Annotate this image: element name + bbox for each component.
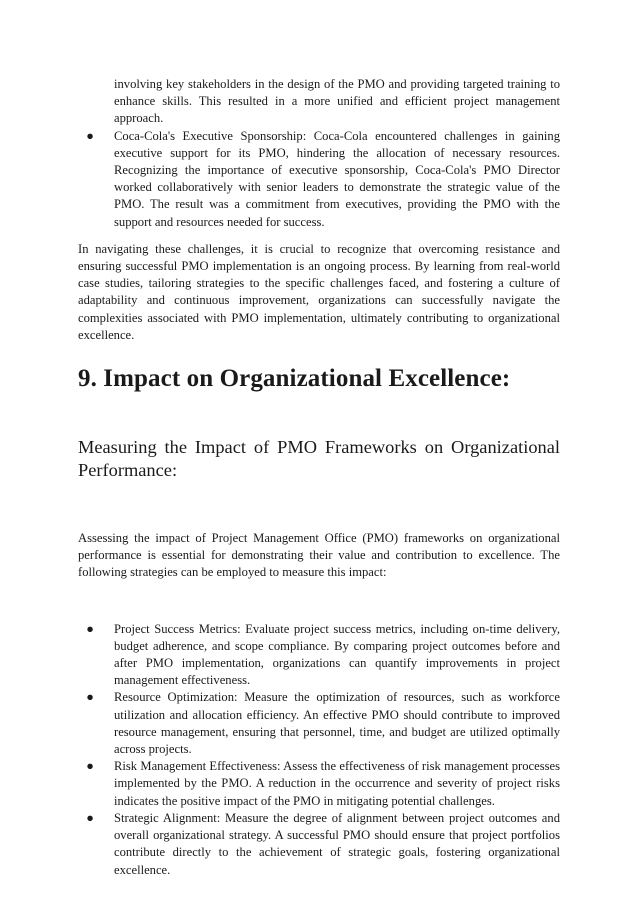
list-item xyxy=(78,758,560,810)
list-item xyxy=(78,621,560,690)
list-item xyxy=(78,128,560,231)
list-item-text: Strategic Alignment: Measure the degree of alignment between project outcomes and overall organizational strategy. A successful PMO should ensure that project portfolios contribute directly to the achievement of strategic goals, fostering organizational excellence. xyxy=(114,810,560,877)
bullet-icon: ● xyxy=(86,759,94,774)
list-item xyxy=(78,810,560,879)
paragraph-assessing-impact: Assessing the impact of Project Management Office (PMO) frameworks on organizational performance is essential for demonstrating their value and contribution to excellence. The following strategies can be employed to measure this impact: xyxy=(78,531,560,580)
list-item xyxy=(78,689,560,758)
impact-strategies-list xyxy=(78,621,560,879)
section-heading: 9. Impact on Organizational Excellence: xyxy=(78,365,511,393)
paragraph-navigating-challenges: In navigating these challenges, it is crucial to recognize that overcoming resistance and ensuring successful PMO implementation is an ongoing process. By learning from real-world case studies, tailoring strategies to the specific challenges faced, and fostering a culture of adaptability and continuous improvement, organizations can successfully navigate the complexities associated with PMO implementation, ultimately contributing to organizational excellence. xyxy=(78,241,560,342)
bullet-icon: ● xyxy=(86,810,94,825)
list-item-text: Risk Management Effectiveness: Assess the effectiveness of risk management processes implemented by the PMO. A reduction in the occurrence and severity of project risks indicates the positive impact of the PMO in mitigating potential challenges. xyxy=(114,759,560,808)
list-item-text: Coca-Cola's Executive Sponsorship: Coca-Cola encountered challenges in gaining executive support for its PMO, hindering the allocation of necessary resources. Recognizing the importance of executive sponsorship, Coca-Cola's PMO Director worked collaboratively with senior leaders to demonstrate the strategic value of the PMO. The result was a commitment from executives, providing the PMO with the support and resources needed for success. xyxy=(114,128,560,229)
bullet-icon: ● xyxy=(86,621,94,636)
bullet-icon: ● xyxy=(86,128,94,143)
bullet-icon: ● xyxy=(86,690,94,705)
list-item-text: Resource Optimization: Measure the optimization of resources, such as workforce utilization and allocation efficiency. An effective PMO should contribute to improved resource management, ensuring that personnel, time, and budget are utilized optimally across projects. xyxy=(114,690,560,757)
list-item-continuation: involving key stakeholders in the design of the PMO and providing targeted training to enhance skills. This resulted in a more unified and efficient project management approach. xyxy=(114,77,560,126)
case-study-list xyxy=(78,128,560,231)
list-item-text: Project Success Metrics: Evaluate project success metrics, including on-time delivery, budget adherence, and scope compliance. By comparing project outcomes before and after PMO implementation, organizations can quantify improvements in project management effectiveness. xyxy=(114,621,560,688)
subsection-heading: Measuring the Impact of PMO Frameworks on Organizational Performance: xyxy=(78,437,560,481)
